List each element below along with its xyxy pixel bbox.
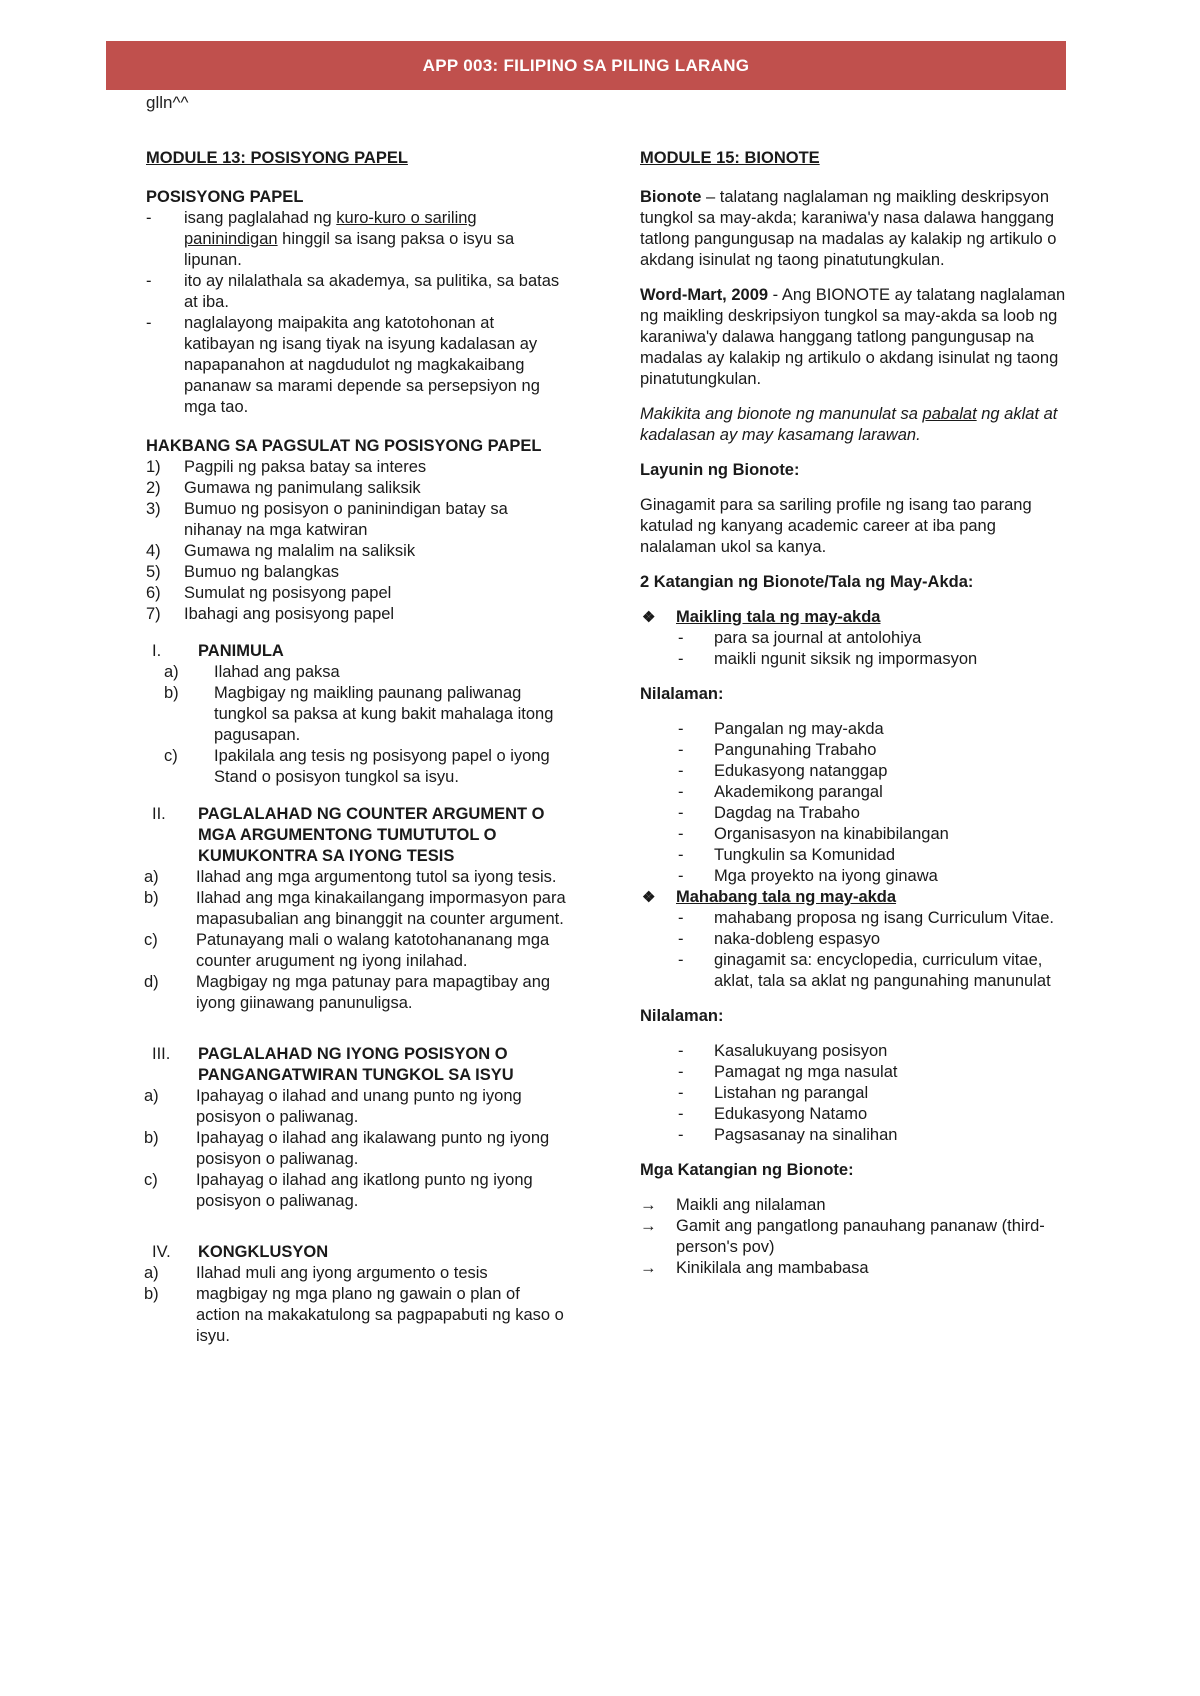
section-1-heading: I. PANIMULA (152, 642, 284, 660)
list-item: → Gamit ang pangatlong panauhang pananaw (third-person's pov) (640, 1217, 1045, 1256)
hakbang-steps (146, 457, 566, 625)
mga-katangian-heading: Mga Katangian ng Bionote: (640, 1161, 854, 1179)
list-item: - Listahan ng parangal (640, 1083, 1070, 1104)
module-13-title: MODULE 13: POSISYONG PAPEL (146, 149, 408, 167)
section-item: b) magbigay ng mga plano ng gawain o plan of action na makakatulong sa pagpapabuti ng kaso o isyu. (144, 1285, 564, 1345)
section-item: a) Ipahayag o ilahad and unang punto ng iyong posisyon o paliwanag. (144, 1087, 522, 1126)
posisyong-papel-heading: POSISYONG PAPEL (146, 188, 304, 206)
section-item: c) Patunayang mali o walang katotohananang mga counter arugument ng iyong inilahad. (144, 931, 550, 970)
list-item: - ginagamit sa: encyclopedia, curriculum vitae, aklat, tala sa aklat ng pangunahing manunulat (640, 950, 1070, 992)
step-item: 6) Sumulat ng posisyong papel (146, 584, 392, 602)
list-item: - Akademikong parangal (640, 782, 1070, 803)
nilalaman-heading-2: Nilalaman: (640, 1007, 724, 1025)
section-3-heading: III. PAGLALAHAD NG IYONG POSISYON O PANGANGATWIRAN TUNGKOL SA ISYU (152, 1045, 514, 1084)
list-item: - naka-dobleng espasyo (640, 929, 1070, 950)
list-item: - Pangalan ng may-akda (640, 719, 1070, 740)
list-item: → Kinikilala ang mambabasa (640, 1259, 869, 1277)
right-column (640, 148, 1070, 1279)
list-item: - Dagdag na Trabaho (640, 803, 1070, 824)
list-item: → Maikli ang nilalaman (640, 1196, 826, 1214)
arrow-right-icon: → (640, 1259, 657, 1277)
step-item: 7) Ibahagi ang posisyong papel (146, 605, 395, 623)
maikling-tala-items (640, 628, 1070, 670)
step-item: 4) Gumawa ng malalim na saliksik (146, 542, 416, 560)
maikling-tala-heading: ❖ Maikling tala ng may-akda (642, 608, 881, 626)
list-item: - para sa journal at antolohiya (640, 628, 1070, 649)
arrow-right-icon: → (640, 1217, 657, 1235)
definition-underlined: kuro-kuro o sariling paninindigan (184, 209, 477, 248)
left-column (146, 148, 566, 1347)
section-2-heading: II. PAGLALAHAD NG COUNTER ARGUMENT O MGA ARGUMENTONG TUMUTUTOL O KUMUKONTRA SA IYONG TESIS (152, 805, 545, 865)
document-header-title: APP 003: FILIPINO SA PILING LARANG (422, 55, 750, 75)
definition-text: hinggil sa isang paksa o isyu sa lipunan. (184, 230, 515, 269)
definition-text: isang paglalahad ng (184, 209, 337, 227)
nilalaman-list-1 (640, 719, 1070, 887)
step-item: 2) Gumawa ng panimulang saliksik (146, 479, 421, 497)
list-item: - Pagsasanay na sinalihan (640, 1125, 1070, 1146)
section-item: a) Ilahad muli ang iyong argumento o tesis (144, 1264, 488, 1282)
section-item: d) Magbigay ng mga patunay para mapagtibay ang iyong giinawang panunuligsa. (144, 973, 551, 1012)
nilalaman-heading-1: Nilalaman: (640, 685, 724, 703)
definition-item: - ito ay nilalathala sa akademya, sa pulitika, sa batas at iba. (146, 271, 566, 313)
arrow-right-icon: → (640, 1196, 657, 1214)
section-3-items (128, 1086, 566, 1212)
section-item: b) Magbigay ng maikling paunang paliwanag tungkol sa paksa at kung bakit mahalaga itong pagusapan. (164, 684, 554, 744)
section-item: a) Ilahad ang mga argumentong tutol sa iyong tesis. (144, 868, 557, 886)
bionote-definition: Bionote – talatang naglalaman ng maikling deskripsyon tungkol sa may-akda; karaniwa'y nasa dalawa hanggang tatlong pangungusap na madalas ay kalakip ng artikulo o akdang isinulat ng taong pinatutungkulan. (640, 188, 1057, 269)
list-item: - Mga proyekto na iyong ginawa (640, 866, 1070, 887)
section-1-items (146, 662, 566, 788)
definition-item: - naglalayong maipakita ang katotohonan at katibayan ng isang tiyak na isyung kadalasan ay napapanahon at nagdudulot ng magkakaibang pananaw sa marami depende sa persepsiyon ng mga tao. (146, 313, 566, 418)
list-item: - Edukasyong natanggap (640, 761, 1070, 782)
section-2-items (128, 867, 566, 1014)
step-item: 3) Bumuo ng posisyon o paninindigan batay sa nihanay na mga katwiran (146, 500, 508, 539)
section-item: c) Ipakilala ang tesis ng posisyong papel o iyong Stand o posisyon tungkol sa isyu. (164, 747, 550, 786)
layunin-heading: Layunin ng Bionote: (640, 461, 800, 479)
list-item: - Pangunahing Trabaho (640, 740, 1070, 761)
list-item: - Kasalukuyang posisyon (640, 1041, 1070, 1062)
section-item: b) Ipahayag o ilahad ang ikalawang punto ng iyong posisyon o paliwanag. (144, 1129, 550, 1168)
diamond-bullet-icon: ❖ (642, 889, 656, 906)
document-header-banner (106, 41, 1066, 90)
step-item: 1) Pagpili ng paksa batay sa interes (146, 458, 427, 476)
list-item: - Pamagat ng mga nasulat (640, 1062, 1070, 1083)
section-item: a) Ilahad ang paksa (164, 663, 340, 681)
list-item: - Organisasyon na kinabibilangan (640, 824, 1070, 845)
hakbang-heading: HAKBANG SA PAGSULAT NG POSISYONG PAPEL (146, 437, 542, 455)
mahabang-tala-heading: ❖ Mahabang tala ng may-akda (642, 888, 897, 906)
author-signature: glln^^ (146, 93, 189, 112)
katangian-arrow-list (640, 1195, 1070, 1279)
section-4-heading: IV. KONGKLUSYON (152, 1243, 329, 1261)
nilalaman-list-2 (640, 1041, 1070, 1146)
section-4-items (128, 1263, 566, 1347)
definition-item (146, 208, 566, 271)
diamond-bullet-icon: ❖ (642, 609, 656, 626)
list-item: - Edukasyong Natamo (640, 1104, 1070, 1125)
layunin-text: Ginagamit para sa sariling profile ng isang tao parang katulad ng kanyang academic career at iba pang nalalaman ukol sa kanya. (640, 496, 1032, 556)
list-item: - mahabang proposa ng isang Curriculum Vitae. (640, 908, 1070, 929)
wordmart-definition: Word-Mart, 2009 - Ang BIONOTE ay talatang naglalaman ng maikling deskripsiyon tungkol sa may-akda sa loob ng karaniwa'y dalawa hanggang tatlong pangungusap na madalas ay kalakip ng artikulo o akdang isinulat ng taong pinatutungkulan. (640, 286, 1066, 388)
katangian-2-heading: 2 Katangian ng Bionote/Tala ng May-Akda: (640, 573, 974, 591)
list-item: - Tungkulin sa Komunidad (640, 845, 1070, 866)
step-item: 5) Bumuo ng balangkas (146, 563, 340, 581)
posisyong-papel-definitions (146, 208, 566, 418)
section-item: c) Ipahayag o ilahad ang ikatlong punto ng iyong posisyon o paliwanag. (144, 1171, 533, 1210)
list-item: - maikli ngunit siksik ng impormasyon (640, 649, 1070, 670)
mahabang-tala-items (640, 908, 1070, 992)
module-15-title: MODULE 15: BIONOTE (640, 149, 820, 167)
section-item: b) Ilahad ang mga kinakailangang impormasyon para mapasubalian ang binanggit na counter argument. (144, 889, 566, 928)
bionote-location-note: Makikita ang bionote ng manunulat sa pabalat ng aklat at kadalasan ay may kasamang larawan. (640, 405, 1058, 444)
